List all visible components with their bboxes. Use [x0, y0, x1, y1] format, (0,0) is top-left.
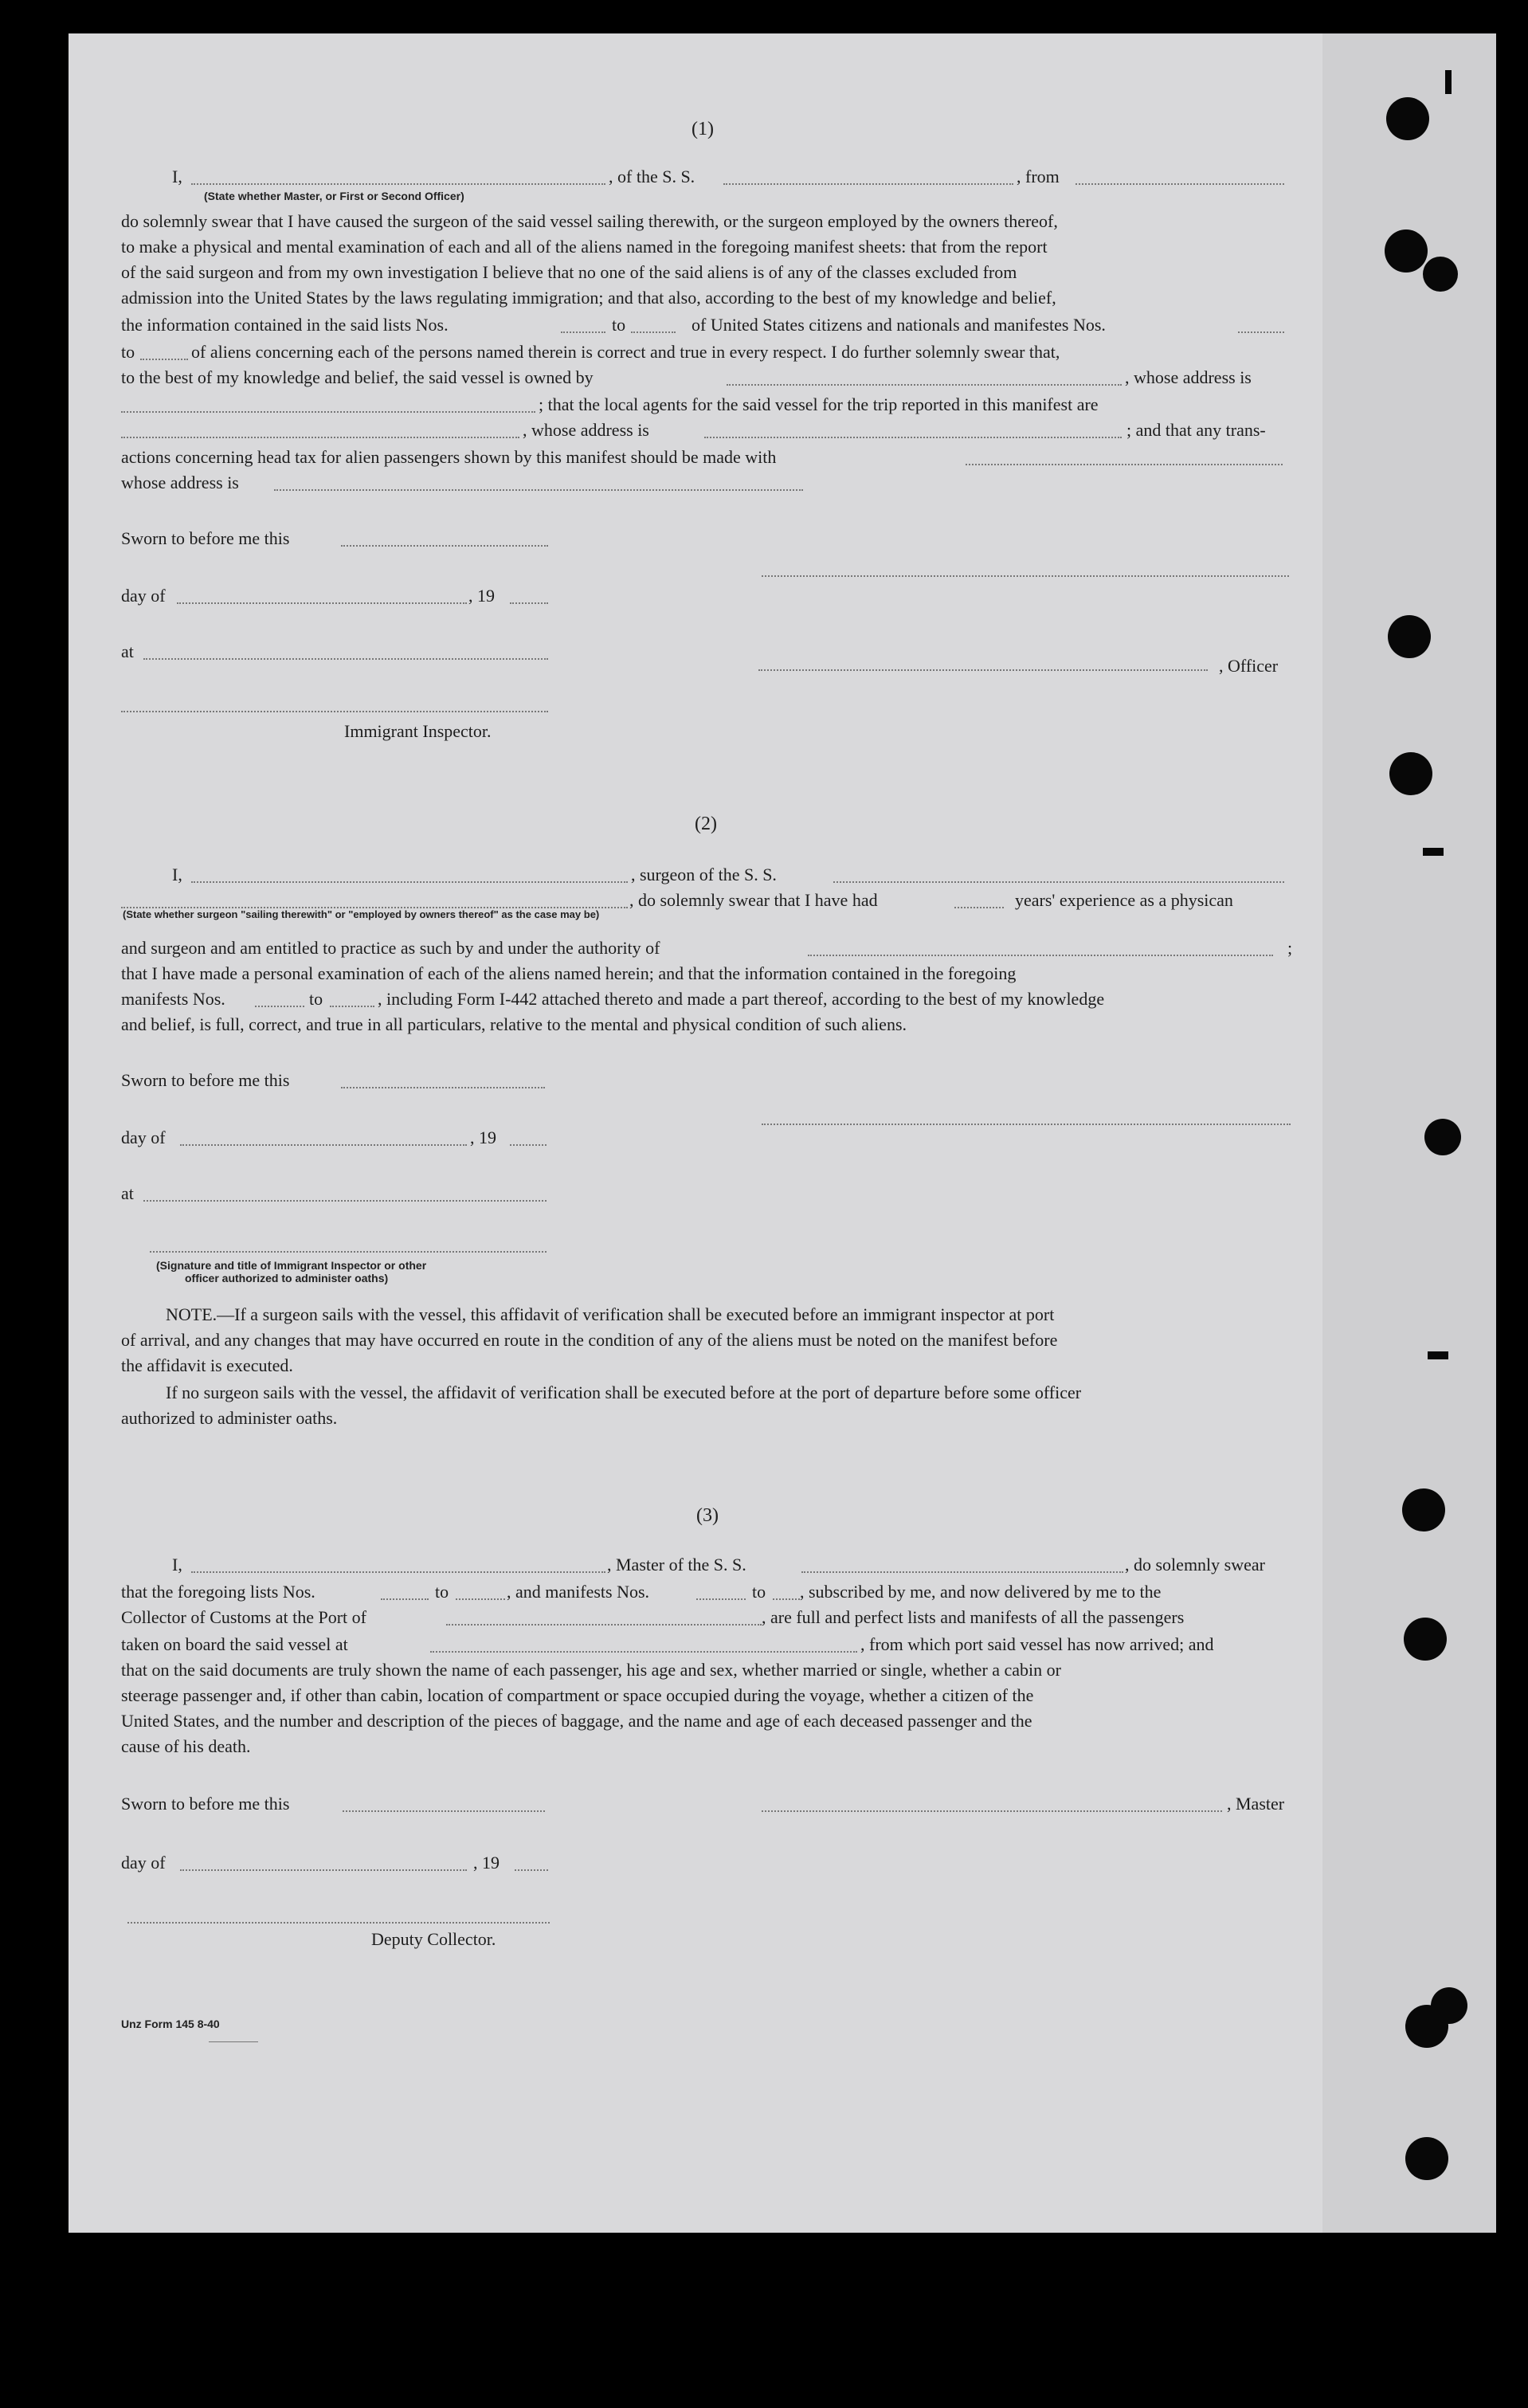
s2-body-line: and belief, is full, correct, and true in all particulars, relative to the mental and physical condition of such aliens. — [121, 1014, 907, 1034]
s2-line2: , do solemnly swear that I have had — [629, 890, 878, 910]
s2-note-line: of arrival, and any changes that may have occurred en route in the condition of any of the aliens must be noted on the manifest before — [121, 1330, 1058, 1350]
s2-body-line: and surgeon and am entitled to practice as such by and under the authority of — [121, 938, 660, 958]
blank-field — [330, 1006, 374, 1007]
blank-field — [833, 881, 1284, 883]
s2-note-line: authorized to administer oaths. — [121, 1408, 338, 1428]
punch-hole — [1424, 1119, 1461, 1155]
punch-hole — [1388, 615, 1431, 658]
blank-field — [456, 1598, 505, 1600]
section-1-number: (1) — [692, 119, 714, 139]
blank-field — [510, 602, 548, 604]
document-page — [69, 33, 1496, 2233]
section-2-number: (2) — [695, 814, 717, 834]
semicolon: ; — [1287, 938, 1293, 958]
s2-line1-i: I, — [172, 865, 182, 884]
s1-body-line: of the said surgeon and from my own investigation I believe that no one of the said aliens is of any of the classes excluded from — [121, 262, 1017, 282]
s2-note-line: NOTE.—If a surgeon sails with the vessel, this affidavit of verification shall be executed before an immigrant inspector at port — [166, 1304, 1055, 1324]
blank-field — [341, 1087, 545, 1088]
blank-field — [631, 331, 676, 333]
s1-body-line: , whose address is — [523, 420, 649, 440]
blank-field — [180, 1144, 467, 1146]
punch-hole — [1402, 1488, 1445, 1531]
s1-body-line: admission into the United States by the laws regulating immigration; and that also, according to the best of my knowledge and belief, — [121, 288, 1056, 308]
s1-at: at — [121, 641, 134, 661]
s1-body-line: of United States citizens and nationals and manifestes Nos. — [692, 315, 1106, 335]
blank-field — [515, 1869, 548, 1871]
s1-year: , 19 — [468, 586, 495, 606]
s1-body-line: ; that the local agents for the said vessel for the trip reported in this manifest are — [539, 394, 1099, 414]
s1-line1-i: I, — [172, 167, 182, 186]
s1-body-line: do solemnly swear that I have caused the surgeon of the said vessel sailing therewith, or the surgeon employed by the owners thereof, — [121, 211, 1058, 231]
blank-field — [966, 464, 1283, 465]
s3-body-line: to — [752, 1582, 766, 1602]
blank-field — [773, 1598, 800, 1600]
punch-hole — [1423, 257, 1458, 292]
blank-field — [121, 437, 519, 438]
s3-year: , 19 — [473, 1853, 500, 1873]
blank-field — [954, 907, 1004, 908]
s2-line2-years: years' experience as a physican — [1015, 890, 1233, 910]
blank-field — [191, 1571, 605, 1573]
s1-body-line: actions concerning head tax for alien passengers shown by this manifest should be made with — [121, 447, 777, 467]
s2-line1-ship: , surgeon of the S. S. — [631, 865, 777, 884]
signature-line — [762, 575, 1289, 577]
s1-body-line: to — [612, 315, 626, 335]
blank-field — [1238, 331, 1284, 333]
s1-body-line: ; and that any trans- — [1126, 420, 1266, 440]
blank-field — [180, 1869, 467, 1871]
blank-field — [723, 183, 1013, 185]
s1-body-line: whose address is — [121, 473, 239, 492]
s1-body-line: the information contained in the said lists Nos. — [121, 315, 449, 335]
s2-sworn: Sworn to before me this — [121, 1070, 290, 1090]
s2-at: at — [121, 1183, 134, 1203]
blank-field — [1075, 183, 1284, 185]
s3-body-line: , from which port said vessel has now arrived; and — [860, 1634, 1214, 1654]
signature-line — [758, 669, 1208, 671]
blank-field — [808, 955, 1273, 956]
s3-body-line: to — [435, 1582, 449, 1602]
signature-line — [150, 1251, 547, 1253]
blank-field — [727, 384, 1122, 386]
s2-sig-note: (Signature and title of Immigrant Inspector or other — [156, 1259, 427, 1272]
s2-sig-note: officer authorized to administer oaths) — [185, 1272, 389, 1284]
s3-day: day of — [121, 1853, 166, 1873]
s3-body-line: , are full and perfect lists and manifests of all the passengers — [762, 1607, 1185, 1627]
blank-field — [274, 489, 803, 491]
blank-field — [191, 881, 628, 883]
signature-line — [762, 1124, 1291, 1125]
s2-day: day of — [121, 1128, 166, 1147]
form-number: Unz Form 145 8-40 — [121, 2018, 220, 2030]
blank-field — [255, 1006, 304, 1007]
punch-hole — [1389, 752, 1432, 795]
s1-line1-ship: , of the S. S. — [609, 167, 695, 186]
signature-line — [121, 711, 548, 712]
s3-body-line: Collector of Customs at the Port of — [121, 1607, 366, 1627]
punch-hole — [1386, 97, 1429, 140]
blank-field — [381, 1598, 429, 1600]
s1-body-line: , whose address is — [1125, 367, 1252, 387]
blank-field — [177, 602, 467, 604]
page-edge-strip — [1322, 33, 1496, 2233]
s3-body-line: , subscribed by me, and now delivered by me to the — [800, 1582, 1162, 1602]
edge-mark — [1428, 1351, 1448, 1359]
blank-field — [343, 1810, 545, 1812]
signature-line — [127, 1922, 550, 1924]
blank-field — [191, 183, 605, 185]
punch-hole — [1404, 1618, 1447, 1661]
s3-body-line: taken on board the said vessel at — [121, 1634, 348, 1654]
s1-body-line: to make a physical and mental examination of each and all of the aliens named in the foregoing manifest sheets: that from the report — [121, 237, 1048, 257]
s3-body-line: , and manifests Nos. — [507, 1582, 650, 1602]
s3-sworn: Sworn to before me this — [121, 1794, 290, 1814]
punch-hole — [1405, 2137, 1448, 2180]
s1-officer-note: (State whether Master, or First or Second Officer) — [204, 190, 464, 202]
s1-day: day of — [121, 586, 166, 606]
blank-field — [143, 1200, 547, 1202]
punch-hole — [1431, 1987, 1467, 2024]
s1-officer: , Officer — [1219, 656, 1279, 676]
s3-master: , Master — [1227, 1794, 1285, 1814]
signature-line — [762, 1810, 1222, 1812]
s3-line1-master: , Master of the S. S. — [607, 1555, 746, 1575]
blank-field — [561, 331, 605, 333]
s1-inspector: Immigrant Inspector. — [344, 721, 492, 741]
s3-body-line: cause of his death. — [121, 1736, 251, 1756]
blank-field — [801, 1571, 1123, 1573]
blank-field — [696, 1598, 746, 1600]
s2-body-line: , including Form I-442 attached thereto and made a part thereof, according to the best of my knowledge — [378, 989, 1105, 1009]
blank-field — [430, 1651, 857, 1653]
blank-field — [140, 359, 188, 360]
blank-field — [510, 1144, 547, 1146]
punch-hole — [1385, 229, 1428, 273]
section-3-number: (3) — [696, 1505, 719, 1526]
edge-mark — [1445, 70, 1452, 94]
s2-body-line: manifests Nos. — [121, 989, 225, 1009]
s3-line1-i: I, — [172, 1555, 182, 1575]
blank-field — [446, 1624, 762, 1626]
blank-field — [121, 411, 535, 413]
s3-body-line: that on the said documents are truly shown the name of each passenger, his age and sex, whether married or single, whether a cabin or — [121, 1660, 1061, 1680]
s3-body-line: that the foregoing lists Nos. — [121, 1582, 315, 1602]
s3-collector: Deputy Collector. — [371, 1929, 496, 1949]
s2-body-line: that I have made a personal examination of each of the aliens named herein; and that the information contained in the foregoing — [121, 963, 1017, 983]
s3-body-line: United States, and the number and description of the pieces of baggage, and the name and age of each deceased passenger and the — [121, 1711, 1032, 1731]
s1-body-line: to the best of my knowledge and belief, the said vessel is owned by — [121, 367, 594, 387]
s1-body-line: to — [121, 342, 135, 362]
blank-field — [143, 658, 548, 660]
s2-note-line: the affidavit is executed. — [121, 1355, 293, 1375]
s1-sworn: Sworn to before me this — [121, 528, 290, 548]
s2-note-line: If no surgeon sails with the vessel, the affidavit of verification shall be executed before at the port of departure before some officer — [166, 1382, 1082, 1402]
s2-body-line: to — [309, 989, 323, 1009]
s2-surgeon-note: (State whether surgeon "sailing therewith" or "employed by owners thereof" as the case may be) — [123, 908, 600, 920]
s3-body-line: steerage passenger and, if other than cabin, location of compartment or space occupied during the voyage, whether a citizen of the — [121, 1685, 1034, 1705]
blank-field — [341, 545, 548, 547]
edge-mark — [1423, 848, 1444, 856]
s1-line1-from: , from — [1017, 167, 1060, 186]
footer-rule — [209, 2041, 258, 2042]
blank-field — [704, 437, 1122, 438]
s3-line1-swear: , do solemnly swear — [1125, 1555, 1265, 1575]
s1-body-line: of aliens concerning each of the persons named therein is correct and true in every respect. I do further solemnly swear that, — [191, 342, 1060, 362]
s2-year: , 19 — [470, 1128, 496, 1147]
